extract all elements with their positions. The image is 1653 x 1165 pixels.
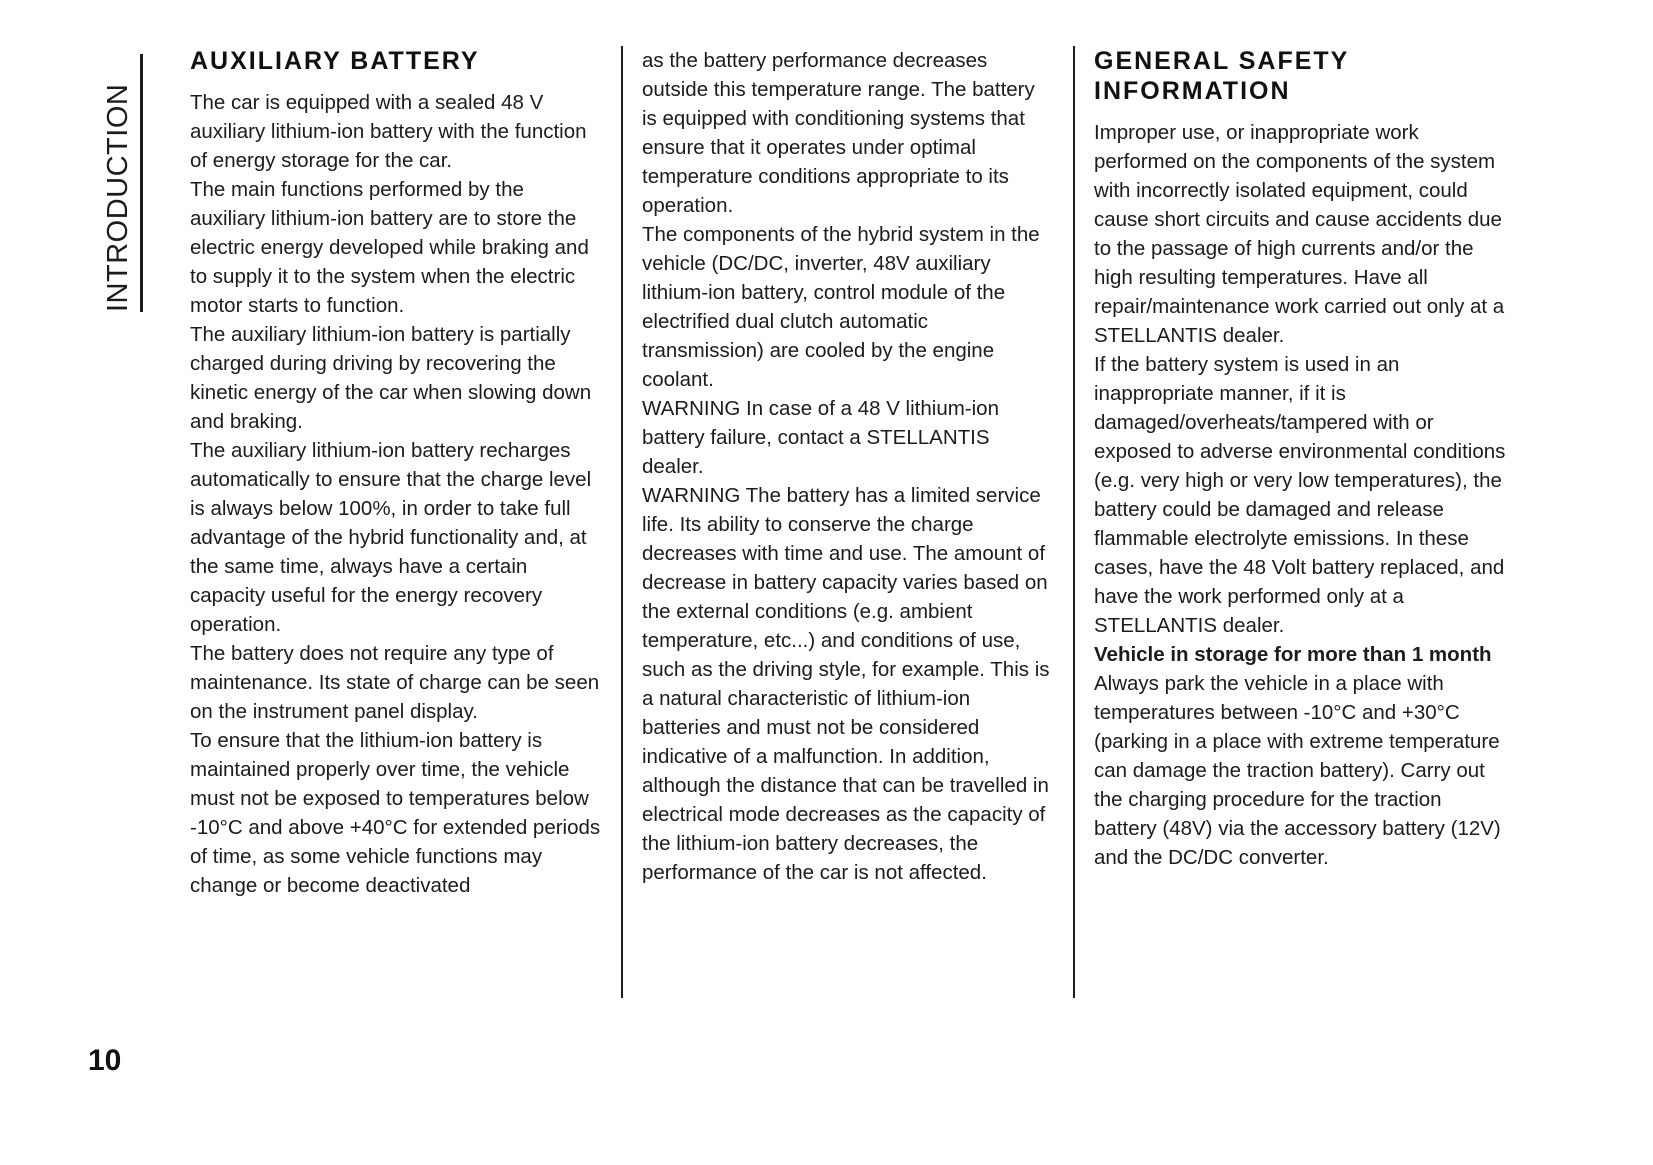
paragraph: The auxiliary lithium-ion battery is partially charged during driving by recovering the kinetic energy of the car when slowing down and braking. (190, 323, 592, 433)
paragraph: as the battery performance decreases outside this temperature range. The battery is equipped with conditioning systems that ensure that it operates under optimal temperature conditions appropriate to its operation. (642, 49, 1035, 217)
column-continuation (642, 46, 1054, 887)
paragraph: The battery does not require any type of maintenance. Its state of charge can be seen on the instrument panel display. (190, 642, 600, 723)
section-label: INTRODUCTION (102, 83, 134, 312)
heading-auxiliary-battery: AUXILIARY BATTERY (190, 47, 480, 75)
column-divider (1073, 46, 1075, 998)
paragraph: Always park the vehicle in a place with temperatures between -10°C and +30°C (parking in a place with extreme temperature can damage the traction battery). Carry out the charging procedure for the traction battery (48V) via the accessory battery (12V) and the DC/DC converter. (1094, 672, 1501, 869)
paragraph: The auxiliary lithium-ion battery recharges automatically to ensure that the charge level is always below 100%, in order to take full advantage of the hybrid functionality and, at the same time, always have a certain capacity useful for the energy recovery operation. (190, 439, 592, 636)
text-columns (190, 46, 1506, 998)
page-number: 10 (88, 1044, 122, 1077)
heading-general-safety: GENERAL SAFETY INFORMATION (1094, 47, 1349, 105)
column-divider (621, 46, 623, 998)
paragraph: If the battery system is used in an inappropriate manner, if it is damaged/overheats/tampered with or exposed to adverse environmental conditions (e.g. very high or very low temperatures), the battery could be damaged and release flammable electrolyte emissions. In these cases, have the 48 Volt battery replaced, and have the work performed only at a STELLANTIS dealer. (1094, 353, 1506, 637)
paragraph: The components of the hybrid system in the vehicle (DC/DC, inverter, 48V auxiliary lithium-ion battery, control module of the electrified dual clutch automatic transmission) are cooled by the engine coolant. (642, 223, 1040, 391)
paragraph: To ensure that the lithium-ion battery is maintained properly over time, the vehicle must not be exposed to temperatures below -10°C and above +40°C for extended periods of time, as some vehicle functions may change or become deactivated (190, 729, 601, 897)
subheading-vehicle-storage: Vehicle in storage for more than 1 month (1094, 643, 1492, 666)
column-general-safety (1094, 46, 1506, 872)
paragraph: Improper use, or inappropriate work performed on the components of the system with incorrectly isolated equipment, could cause short circuits and cause accidents due to the passage of high currents and/or the high resulting temperatures. Have all repair/maintenance work carried out only at a STELLANTIS dealer. (1094, 121, 1505, 347)
paragraph: The main functions performed by the auxiliary lithium-ion battery are to store the electric energy developed while braking and to supply it to the system when the electric motor starts to function. (190, 178, 589, 317)
section-label-rule (140, 54, 143, 312)
paragraph: WARNING The battery has a limited service life. Its ability to conserve the charge decreases with time and use. The amount of decrease in battery capacity varies based on the external conditions (e.g. ambient temperature, etc...) and conditions of use, such as the driving style, for example. This is a natural characteristic of lithium-ion batteries and must not be considered indicative of a malfunction. In addition, although the distance that can be travelled in electrical mode decreases as the capacity of the lithium-ion battery decreases, the performance of the car is not affected. (642, 484, 1050, 884)
paragraph: The car is equipped with a sealed 48 V auxiliary lithium-ion battery with the function of energy storage for the car. (190, 91, 587, 172)
paragraph: WARNING In case of a 48 V lithium-ion battery failure, contact a STELLANTIS dealer. (642, 397, 999, 478)
column-auxiliary-battery (190, 46, 602, 900)
